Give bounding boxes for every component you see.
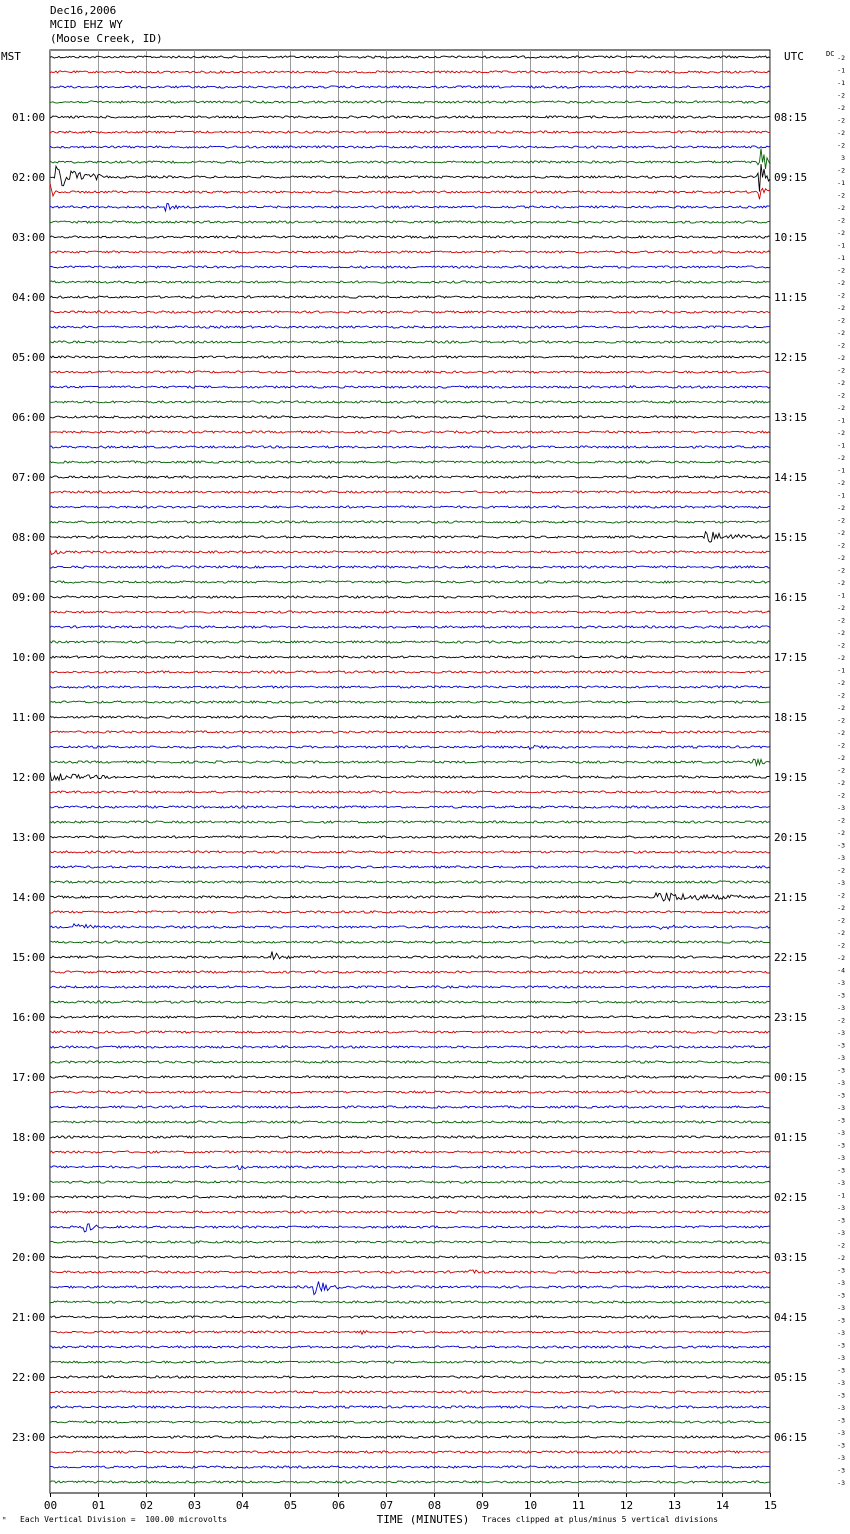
- trace-line: [50, 281, 770, 283]
- dc-offset-value: -2: [837, 429, 845, 437]
- trace-line: [50, 296, 770, 298]
- left-hour-label: 17:00: [12, 1071, 46, 1084]
- x-tick-label: 13: [667, 1499, 682, 1512]
- x-tick-label: 06: [331, 1499, 346, 1512]
- left-hour-label: 18:00: [12, 1131, 46, 1144]
- trace-line: [50, 821, 770, 823]
- trace-line: [50, 759, 770, 765]
- trace-line: [50, 1151, 770, 1153]
- trace-line: [50, 611, 770, 613]
- right-hour-label: 10:15: [774, 231, 808, 244]
- trace-line: [50, 1121, 770, 1123]
- trace-line: [50, 716, 770, 718]
- dc-offset-value: -2: [837, 904, 845, 912]
- left-timezone-label: MST: [1, 50, 21, 63]
- trace-line: [50, 506, 770, 508]
- trace-line: [50, 791, 770, 793]
- left-hour-label: 20:00: [12, 1251, 46, 1264]
- left-hour-label: 14:00: [12, 891, 46, 904]
- dc-offset-value: -3: [837, 1091, 845, 1100]
- trace-line: [50, 1106, 770, 1108]
- left-hour-label: 07:00: [12, 471, 46, 484]
- right-hour-label: 16:15: [774, 591, 808, 604]
- dc-offset-value: -2: [837, 929, 845, 937]
- dc-offset-value: -3: [837, 1154, 845, 1162]
- x-tick-label: 12: [619, 1499, 634, 1512]
- dc-offset-value: -3: [837, 1054, 845, 1062]
- dc-offset-value: -3: [837, 1366, 845, 1375]
- left-hour-label: 16:00: [12, 1011, 46, 1024]
- trace-line: [50, 656, 770, 658]
- right-hour-label: 11:15: [774, 291, 808, 304]
- dc-offset-value: -3: [837, 879, 845, 887]
- dc-offset-value: -3: [837, 1391, 845, 1400]
- dc-offset-value: -2: [837, 916, 845, 925]
- dc-offset-value: -2: [837, 54, 845, 62]
- dc-offset-value: -2: [837, 1241, 845, 1250]
- dc-offset-value: -2: [837, 454, 845, 462]
- trace-line: [50, 71, 770, 73]
- dc-offset-value: -2: [837, 541, 845, 550]
- trace-line: [50, 1481, 770, 1483]
- trace-line: [50, 401, 770, 403]
- trace-line: [50, 1046, 770, 1048]
- trace-line: [50, 641, 770, 643]
- left-hour-label: 21:00: [12, 1311, 46, 1324]
- dc-offset-value: -2: [837, 504, 845, 512]
- trace-line: [50, 56, 770, 58]
- trace-line: [50, 221, 770, 223]
- trace-line: [50, 626, 770, 628]
- dc-offset-value: -2: [837, 204, 845, 212]
- x-tick-label: 00: [43, 1499, 58, 1512]
- dc-offset-value: -2: [837, 766, 845, 775]
- trace-line: [50, 566, 770, 568]
- dc-offset-value: -2: [837, 354, 845, 362]
- trace-line: [50, 491, 770, 493]
- dc-offset-value: -2: [837, 266, 845, 275]
- trace-line: [50, 1376, 770, 1378]
- dc-offset-value: -2: [837, 829, 845, 837]
- left-hour-label: 23:00: [12, 1431, 46, 1444]
- right-hour-label: 22:15: [774, 951, 808, 964]
- trace-line: [50, 851, 770, 853]
- trace-line: [50, 745, 770, 749]
- clipping-note: Traces clipped at plus/minus 5 vertical divisions: [482, 1515, 719, 1524]
- trace-line: [50, 1466, 770, 1468]
- trace-line: [50, 461, 770, 463]
- trace-line: [50, 986, 770, 988]
- trace-line: [50, 806, 770, 808]
- trace-line: [50, 146, 770, 148]
- dc-offset-value: -2: [837, 629, 845, 637]
- dc-offset-value: -2: [837, 329, 845, 337]
- dc-offset-value: -1: [837, 416, 845, 425]
- dc-offset-value: -3: [837, 1204, 845, 1212]
- dc-offset-value: -3: [837, 1466, 845, 1475]
- trace-line: [50, 1166, 770, 1170]
- x-tick-label: 02: [139, 1499, 154, 1512]
- right-hour-label: 04:15: [774, 1311, 808, 1324]
- dc-offset-value: -3: [837, 1029, 845, 1037]
- dc-offset-value: -3: [837, 1116, 845, 1125]
- dc-offset-value: -3: [837, 1341, 845, 1350]
- trace-line: [50, 386, 770, 388]
- dc-offset-value: -2: [837, 941, 845, 950]
- dc-offset-value: -2: [837, 816, 845, 825]
- trace-line: [50, 1076, 770, 1078]
- trace-line: [50, 86, 770, 88]
- footer-mark: ᴹ: [2, 1516, 7, 1524]
- dc-offset-value: -3: [837, 1266, 845, 1275]
- dc-offset-value: -3: [837, 1316, 845, 1325]
- dc-offset-value: -2: [837, 704, 845, 712]
- trace-line: [50, 416, 770, 418]
- trace-line: [50, 266, 770, 268]
- dc-offset-value: -2: [837, 216, 845, 225]
- dc-offset-value: -3: [837, 1141, 845, 1150]
- trace-line: [50, 521, 770, 523]
- trace-line: [50, 581, 770, 583]
- trace-line: [50, 1361, 770, 1363]
- dc-offset-value: -4: [837, 966, 845, 975]
- trace-line: [50, 1224, 770, 1232]
- dc-offset-value: -2: [837, 779, 845, 787]
- trace-line: [50, 924, 770, 930]
- trace-line: [50, 1061, 770, 1063]
- dc-offset-value: -2: [837, 891, 845, 900]
- trace-line: [50, 731, 770, 733]
- right-hour-label: 14:15: [774, 471, 808, 484]
- trace-line: [50, 1282, 770, 1295]
- dc-offset-value: -2: [837, 579, 845, 587]
- dc-offset-value: -1: [837, 254, 845, 262]
- dc-offset-value: -3: [837, 1441, 845, 1450]
- x-tick-label: 01: [91, 1499, 106, 1512]
- dc-label: DC: [826, 50, 835, 58]
- dc-offset-value: -1: [837, 241, 845, 250]
- trace-line: [50, 116, 770, 118]
- plot-date: Dec16,2006: [50, 4, 117, 17]
- dc-offset-value: -2: [837, 379, 845, 387]
- dc-offset-value: -3: [837, 979, 845, 987]
- trace-line: [50, 1181, 770, 1183]
- x-tick-label: 08: [427, 1499, 442, 1512]
- left-hour-label: 02:00: [12, 171, 46, 184]
- dc-offset-value: -2: [837, 641, 845, 650]
- dc-offset-value: -2: [837, 316, 845, 325]
- trace-line: [50, 1031, 770, 1033]
- right-hour-label: 17:15: [774, 651, 808, 664]
- dc-offset-value: -2: [837, 616, 845, 625]
- dc-offset-value: -3: [837, 854, 845, 862]
- dc-offset-value: -2: [837, 729, 845, 737]
- vertical-scale-note: Each Vertical Division = 100.00 microvolts: [20, 1515, 228, 1524]
- trace-line: [50, 550, 770, 554]
- dc-offset-value: -1: [837, 1191, 845, 1200]
- dc-offset-value: -2: [837, 141, 845, 150]
- dc-offset-value: -2: [837, 1254, 845, 1262]
- trace-line: [50, 164, 770, 192]
- trace-line: [50, 149, 770, 170]
- left-hour-label: 22:00: [12, 1371, 46, 1384]
- trace-line: [50, 881, 770, 883]
- dc-offset-value: -1: [837, 491, 845, 500]
- left-hour-label: 19:00: [12, 1191, 46, 1204]
- dc-offset-value: -3: [837, 1479, 845, 1487]
- dc-offset-value: -2: [837, 404, 845, 412]
- right-hour-label: 01:15: [774, 1131, 808, 1144]
- right-hour-label: 02:15: [774, 1191, 808, 1204]
- dc-offset-value: -3: [837, 804, 845, 812]
- right-hour-label: 06:15: [774, 1431, 808, 1444]
- left-hour-label: 03:00: [12, 231, 46, 244]
- dc-offset-value: -3: [837, 841, 845, 850]
- left-hour-label: 13:00: [12, 831, 46, 844]
- right-hour-label: 05:15: [774, 1371, 808, 1384]
- right-hour-label: 23:15: [774, 1011, 808, 1024]
- dc-offset-value: -2: [837, 116, 845, 125]
- trace-line: [50, 772, 770, 780]
- trace-line: [50, 671, 770, 673]
- x-axis-title: TIME (MINUTES): [376, 1513, 470, 1526]
- dc-offset-value: -2: [837, 954, 845, 962]
- dc-offset-value: -2: [837, 791, 845, 800]
- trace-line: [50, 1346, 770, 1348]
- trace-line: [50, 911, 770, 913]
- trace-line: [50, 596, 770, 598]
- dc-offset-value: -3: [837, 1416, 845, 1425]
- dc-offset-value: -1: [837, 591, 845, 600]
- dc-offset-value: -3: [837, 1166, 845, 1175]
- right-timezone-label: UTC: [784, 50, 804, 63]
- trace-line: [50, 356, 770, 358]
- trace-line: [50, 1436, 770, 1438]
- dc-offset-value: -2: [837, 304, 845, 312]
- dc-offset-value: -3: [837, 1066, 845, 1075]
- dc-offset-value: -2: [837, 679, 845, 687]
- right-hour-label: 13:15: [774, 411, 808, 424]
- dc-offset-value: -2: [837, 866, 845, 875]
- trace-line: [50, 341, 770, 343]
- left-hour-label: 01:00: [12, 111, 46, 124]
- dc-offset-value: -2: [837, 741, 845, 750]
- trace-line: [50, 446, 770, 448]
- dc-offset-value: -2: [837, 529, 845, 537]
- trace-line: [50, 1451, 770, 1453]
- dc-offset-value: -2: [837, 104, 845, 112]
- dc-offset-value: -3: [837, 1291, 845, 1300]
- dc-offset-value: -2: [837, 554, 845, 562]
- right-hour-label: 15:15: [774, 531, 808, 544]
- dc-offset-value: -2: [837, 91, 845, 100]
- x-tick-label: 07: [379, 1499, 394, 1512]
- dc-offset-value: -2: [837, 291, 845, 300]
- x-tick-label: 03: [187, 1499, 202, 1512]
- dc-offset-value: -3: [837, 1004, 845, 1012]
- x-tick-label: 10: [523, 1499, 538, 1512]
- trace-line: [50, 941, 770, 943]
- trace-line: [50, 893, 770, 901]
- dc-offset-value: -3: [837, 1216, 845, 1225]
- right-hour-label: 18:15: [774, 711, 808, 724]
- trace-line: [50, 1421, 770, 1423]
- right-hour-label: 20:15: [774, 831, 808, 844]
- dc-offset-value: -1: [837, 466, 845, 475]
- trace-line: [50, 971, 770, 973]
- dc-offset-value: -2: [837, 654, 845, 662]
- trace-line: [50, 836, 770, 838]
- dc-offset-value: -3: [837, 1304, 845, 1312]
- trace-line: [50, 1241, 770, 1243]
- station-location: (Moose Creek, ID): [50, 32, 163, 45]
- trace-line: [50, 701, 770, 703]
- trace-line: [50, 371, 770, 373]
- trace-line: [50, 251, 770, 253]
- trace-line: [50, 1016, 770, 1018]
- dc-offset-value: -3: [837, 1354, 845, 1362]
- dc-offset-value: -1: [837, 441, 845, 450]
- trace-line: [50, 131, 770, 133]
- station-code: MCID EHZ WY: [50, 18, 123, 31]
- dc-offset-value: -1: [837, 66, 845, 75]
- dc-offset-value: 3: [841, 154, 845, 162]
- x-tick-label: 14: [715, 1499, 730, 1512]
- dc-offset-value: -2: [837, 716, 845, 725]
- trace-line: [50, 866, 770, 868]
- trace-line: [50, 1136, 770, 1139]
- trace-line: [50, 1391, 770, 1393]
- trace-line: [50, 1091, 770, 1093]
- trace-line: [50, 1331, 770, 1335]
- right-hour-label: 12:15: [774, 351, 808, 364]
- dc-offset-value: -3: [837, 1379, 845, 1387]
- dc-offset-value: -2: [837, 604, 845, 612]
- dc-offset-value: -3: [837, 1041, 845, 1050]
- dc-offset-value: -3: [837, 1129, 845, 1137]
- dc-offset-value: -3: [837, 1329, 845, 1337]
- trace-line: [50, 1211, 770, 1213]
- trace-line: [50, 1316, 770, 1318]
- trace-line: [50, 1270, 770, 1273]
- dc-offset-value: -2: [837, 166, 845, 175]
- left-hour-label: 08:00: [12, 531, 46, 544]
- dc-offset-value: -1: [837, 79, 845, 87]
- dc-offset-value: -2: [837, 566, 845, 575]
- dc-offset-value: -3: [837, 1229, 845, 1237]
- trace-line: [50, 686, 770, 688]
- dc-offset-value: -2: [837, 366, 845, 375]
- trace-line: [50, 532, 770, 543]
- x-tick-label: 04: [235, 1499, 250, 1512]
- trace-line: [50, 1406, 770, 1408]
- dc-offset-value: -2: [837, 479, 845, 487]
- x-tick-label: 05: [283, 1499, 298, 1512]
- trace-line: [50, 101, 770, 103]
- x-tick-label: 11: [571, 1499, 586, 1512]
- trace-line: [50, 476, 770, 478]
- trace-line: [50, 1001, 770, 1003]
- trace-line: [50, 1301, 770, 1303]
- left-hour-label: 09:00: [12, 591, 46, 604]
- dc-offset-value: -1: [837, 179, 845, 187]
- dc-offset-value: -3: [837, 1429, 845, 1437]
- dc-offset-value: -3: [837, 991, 845, 1000]
- x-tick-label: 09: [475, 1499, 490, 1512]
- dc-offset-value: -2: [837, 341, 845, 350]
- left-hour-label: 15:00: [12, 951, 46, 964]
- trace-line: [50, 431, 770, 433]
- dc-offset-value: -2: [837, 229, 845, 237]
- trace-line: [50, 236, 770, 238]
- dc-offset-value: -2: [837, 754, 845, 762]
- left-hour-label: 11:00: [12, 711, 46, 724]
- right-hour-label: 09:15: [774, 171, 808, 184]
- dc-offset-value: -3: [837, 1104, 845, 1112]
- dc-offset-value: -2: [837, 391, 845, 400]
- dc-offset-value: -2: [837, 1016, 845, 1025]
- trace-line: [50, 203, 770, 211]
- dc-offset-value: -3: [837, 1179, 845, 1187]
- left-hour-label: 10:00: [12, 651, 46, 664]
- trace-line: [50, 326, 770, 328]
- trace-line: [50, 311, 770, 313]
- dc-offset-value: -2: [837, 129, 845, 137]
- right-hour-label: 19:15: [774, 771, 808, 784]
- trace-line: [50, 184, 770, 200]
- right-hour-label: 21:15: [774, 891, 808, 904]
- dc-offset-value: -2: [837, 279, 845, 287]
- dc-offset-value: -2: [837, 191, 845, 200]
- right-hour-label: 08:15: [774, 111, 808, 124]
- dc-offset-value: -3: [837, 1079, 845, 1087]
- dc-offset-value: -2: [837, 691, 845, 700]
- dc-offset-value: -2: [837, 516, 845, 525]
- left-hour-label: 05:00: [12, 351, 46, 364]
- dc-offset-value: -3: [837, 1454, 845, 1462]
- right-hour-label: 03:15: [774, 1251, 808, 1264]
- dc-offset-value: -3: [837, 1404, 845, 1412]
- x-tick-label: 15: [763, 1499, 778, 1512]
- left-hour-label: 06:00: [12, 411, 46, 424]
- left-hour-label: 12:00: [12, 771, 46, 784]
- trace-line: [50, 1256, 770, 1258]
- left-hour-label: 04:00: [12, 291, 46, 304]
- right-hour-label: 00:15: [774, 1071, 808, 1084]
- trace-line: [50, 952, 770, 960]
- trace-line: [50, 1196, 770, 1198]
- dc-offset-value: -3: [837, 1279, 845, 1287]
- dc-offset-value: -1: [837, 666, 845, 675]
